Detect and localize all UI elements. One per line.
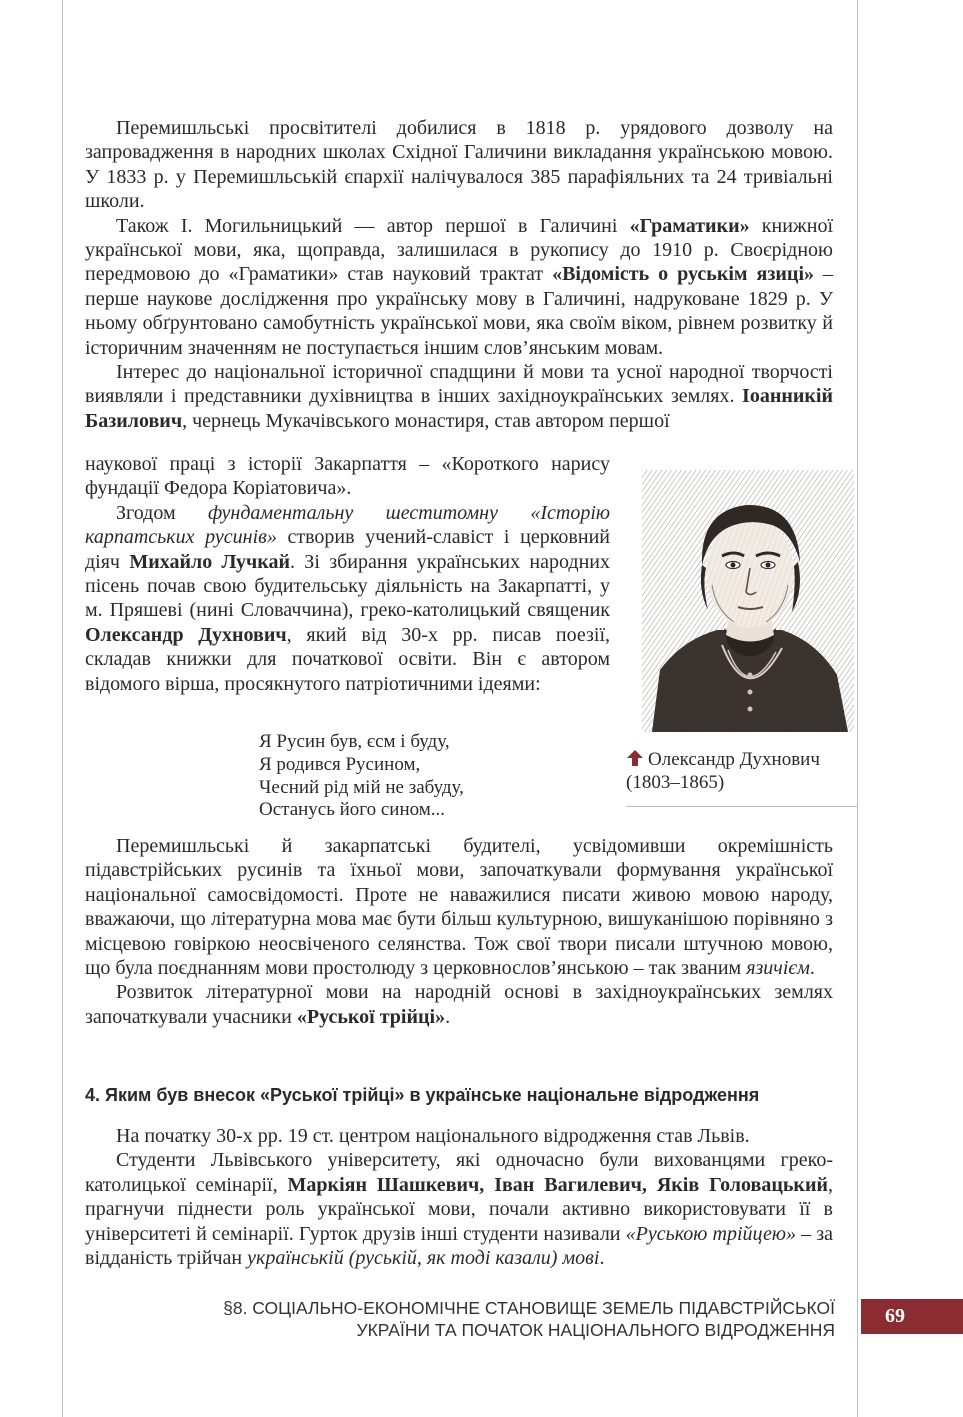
poem-line: Я родився Русином, bbox=[259, 753, 421, 775]
narrow-text-block bbox=[85, 452, 610, 696]
paragraph-lviv-center: На початку 30-х рр. 19 ст. центром національного відродження став Львів. bbox=[116, 1125, 750, 1147]
caption-name: Олександр Духнович bbox=[648, 749, 820, 770]
right-margin-rule bbox=[857, 0, 858, 1417]
bottom-text-block bbox=[85, 1124, 833, 1270]
section-heading: 4. Яким був внесок «Руської трійці» в українське національне відродження bbox=[85, 1085, 760, 1105]
poem-line: Останусь його сином... bbox=[259, 799, 446, 821]
running-footer bbox=[223, 1297, 835, 1341]
paragraph-przemysl-schools: Перемишльські просвітителі добилися в 1818 р. урядового дозволу на запровадження в народних школах Східної Галичини викладання українською мовою. У 1833 р. у Перемишльській єпархії налічувалося 385 парафіяльних та 24 тривіальні школи. bbox=[85, 117, 833, 213]
paragraph-buditeli: Перемишльські й закарпатські будителі, усвідомивши окремішність підавстрійських русинів та їхньої мови, започаткували формування української національної самосвідомості. Проте не наважилися писати живою мовою народу, вважаючи, що літературна мова має бути більш культурною, вишуканішою порівняно з місцевою говіркою неосвіченого селянства. Тож свої твори писали штучною мовою, що була поєднанням мови простолюду з церковнослов’янською – так званим язичієм. bbox=[85, 835, 833, 980]
paragraph-bazylovych-work: наукової праці з історії Закарпаття – «Короткого нарису фундації Федора Коріатовича». bbox=[85, 453, 610, 500]
caption-rule bbox=[626, 806, 857, 807]
up-arrow-icon bbox=[626, 749, 644, 767]
paragraph-literary-language: Розвиток літературної мови на народній основі в західноукраїнських землях започаткували учасники «Руської трійці». bbox=[85, 981, 833, 1028]
poem-line: Чесний рід мій не забуду, bbox=[259, 776, 464, 798]
paragraph-luchkai-dukhnovych: Згодом фундаментальну шеститомну «Історію карпатських русинів» створив учений-славіст і церковний діяч Михайло Лучкай. Зі збирання українських народних пісень почав свою будительську діяльність на Закарпатті, у м. Пряшеві (нині Словаччина), греко-католицький священик Олександр Духнович, який від 30-х рр. писав поезії, складав книжки для початкової освіти. Він є автором відомого вірша, просякнутого патріотичними ідеями: bbox=[85, 501, 611, 695]
portrait-caption bbox=[626, 748, 856, 794]
left-margin-rule bbox=[62, 0, 63, 1417]
poem bbox=[259, 731, 464, 822]
footer-line-2: УКРАЇНИ ТА ПОЧАТОК НАЦІОНАЛЬНОГО ВІДРОДЖЕННЯ bbox=[356, 1320, 835, 1340]
top-text-block bbox=[85, 116, 833, 433]
page-number: 69 bbox=[861, 1299, 963, 1334]
paragraph-interest-heritage: Інтерес до національної історичної спадщини й мови та усної народної творчості виявляли і представники духівництва в інших західноукраїнських землях. Іоанникій Базилович, чернець Мукачівського монастиря, став автором першої bbox=[85, 361, 833, 432]
paragraph-ruska-triitsia: Студенти Львівського університету, які одночасно були вихованцями греко-католицької семінарії, Маркіян Шашкевич, Іван Вагилевич, Яків Головацький, прагнучи піднести роль української мови, почали активно використовувати її в університеті й семінарії. Гурток друзів інші студенти називали «Руською трійцею» – за відданість трійчан українській (руській, як тоді казали) мові. bbox=[85, 1149, 834, 1270]
paragraph-mohylnytsky: Також І. Могильницький — автор першої в Галичині «Граматики» книжної української мови, яка, щоправда, залишилася в рукопису до 1910 р. Своєрідною передмовою до «Граматики» став науковий трактат «Відомість о руськім язиці» – перше наукове дослідження про українську мову в Галичині, надруковане 1829 р. У ньому обґрунтовано самобутність української мови, яка своїм віком, рівнем розвитку й історичним значенням не поступається іншим слов’янським мовам. bbox=[85, 214, 834, 359]
caption-years: (1803–1865) bbox=[626, 772, 725, 793]
portrait-oleksandr-dukhnovych bbox=[642, 470, 854, 732]
poem-line: Я Русин був, єсм і буду, bbox=[259, 731, 450, 752]
footer-line-1: §8. СОЦІАЛЬНО-ЕКОНОМІЧНЕ СТАНОВИЩЕ ЗЕМЕЛЬ ПІДАВСТРІЙСЬКОЇ bbox=[223, 1298, 835, 1318]
caption-name-line bbox=[626, 748, 856, 771]
middle-text-block bbox=[85, 834, 833, 1029]
